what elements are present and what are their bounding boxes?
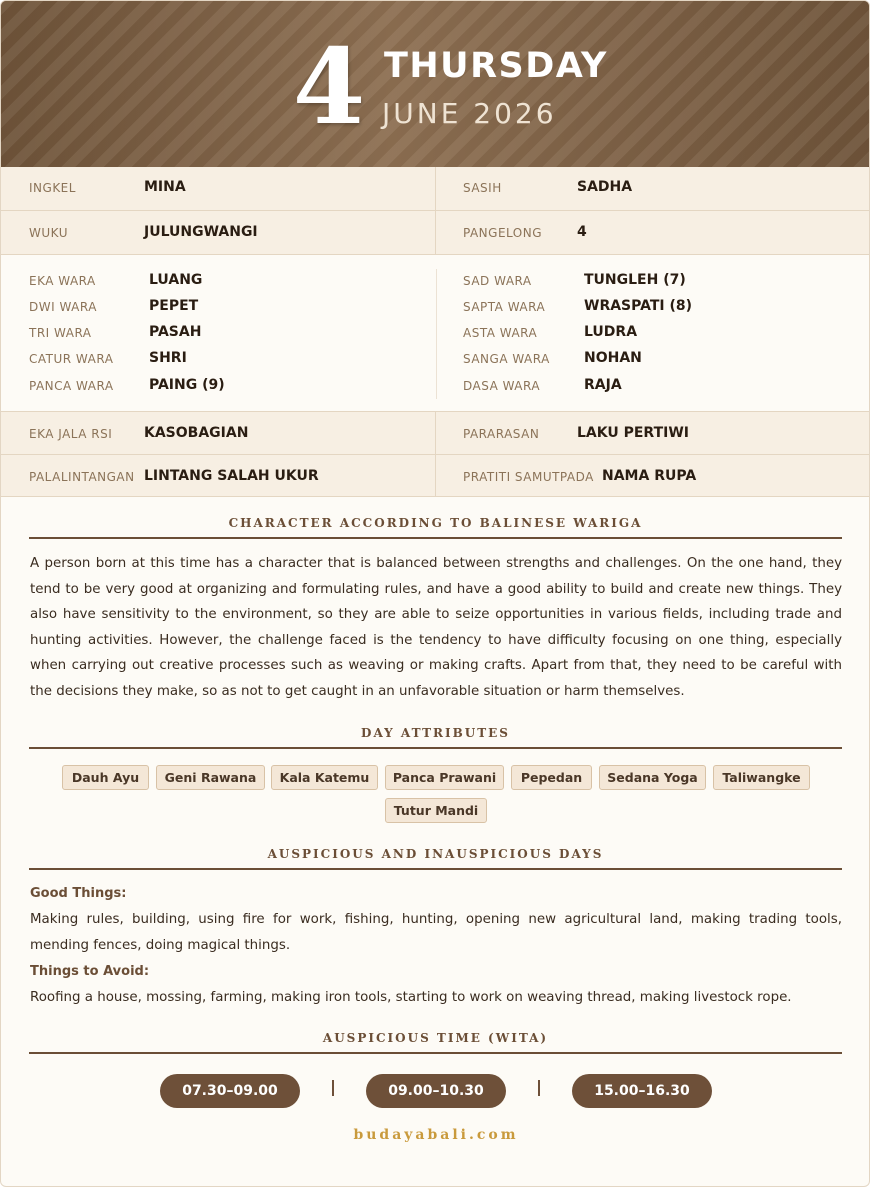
wara-label: EKA WARA bbox=[29, 274, 96, 288]
info-label: EKA JALA RSI bbox=[29, 427, 113, 441]
wara-label: DASA WARA bbox=[463, 379, 541, 393]
things-to-avoid-text: Roofing a house, mossing, farming, making iron tools, starting to work on weaving thread, making livestock rope. bbox=[30, 990, 792, 1005]
character-rule bbox=[29, 537, 842, 539]
info-value: MINA bbox=[144, 179, 186, 195]
day-name: THURSDAY bbox=[384, 46, 608, 86]
days-rule bbox=[29, 868, 842, 870]
wara-label: PANCA WARA bbox=[29, 379, 114, 393]
wara-label: SAPTA WARA bbox=[463, 300, 546, 314]
info-row-wuku-pangelong bbox=[1, 210, 870, 254]
time-separator bbox=[538, 1080, 540, 1096]
attributes-title: DAY ATTRIBUTES bbox=[361, 726, 510, 740]
attributes-rule bbox=[29, 747, 842, 749]
wara-label: DWI WARA bbox=[29, 300, 97, 314]
info-cell-pangelong bbox=[436, 211, 870, 254]
info-cell-ingkel bbox=[1, 167, 436, 210]
day-number: 4 bbox=[292, 25, 366, 148]
info-label: WUKU bbox=[29, 226, 68, 240]
info-label: INGKEL bbox=[29, 181, 76, 195]
wara-divider bbox=[436, 269, 437, 399]
wara-value: NOHAN bbox=[584, 350, 642, 366]
wara-label: ASTA WARA bbox=[463, 326, 538, 340]
info-label: PARARASAN bbox=[463, 427, 540, 441]
wara-label: SANGA WARA bbox=[463, 352, 550, 366]
attribute-tag: Kala Katemu bbox=[271, 765, 378, 790]
info-value: SADHA bbox=[577, 179, 633, 195]
things-to-avoid-heading: Things to Avoid: bbox=[30, 964, 150, 979]
footer-site[interactable]: budayabali.com bbox=[353, 1127, 519, 1143]
time-rule bbox=[29, 1052, 842, 1054]
attribute-tag: Sedana Yoga bbox=[599, 765, 706, 790]
wara-value: TUNGLEH (7) bbox=[584, 272, 686, 288]
info-value: JULUNGWANGI bbox=[144, 224, 258, 240]
info-label: PALALINTANGAN bbox=[29, 470, 135, 484]
info-value: LINTANG SALAH UKUR bbox=[144, 468, 319, 484]
info-row-palalintangan-pratiti bbox=[1, 454, 870, 497]
time-slot: 09.00–10.30 bbox=[366, 1074, 506, 1108]
time-slot: 15.00–16.30 bbox=[572, 1074, 712, 1108]
wara-label: CATUR WARA bbox=[29, 352, 114, 366]
wara-value: WRASPATI (8) bbox=[584, 298, 693, 314]
info-label: PANGELONG bbox=[463, 226, 543, 240]
time-separator bbox=[332, 1080, 334, 1096]
wara-value: RAJA bbox=[584, 377, 622, 393]
good-things-text: Making rules, building, using fire for work, fishing, hunting, opening new agricultural land, making trading tools, mending fences, doing magical things. bbox=[30, 912, 842, 953]
wara-value: PEPET bbox=[149, 298, 199, 314]
info-cell-pratiti-samutpada bbox=[436, 455, 870, 496]
info-row-ingkel-sasih bbox=[1, 167, 870, 210]
info-value: NAMA RUPA bbox=[602, 468, 697, 484]
info-label: PRATITI SAMUTPADA bbox=[463, 470, 594, 484]
wara-label: SAD WARA bbox=[463, 274, 532, 288]
date-header bbox=[1, 1, 870, 167]
attribute-tag: Pepedan bbox=[511, 765, 592, 790]
info-cell-pararasan bbox=[436, 412, 870, 454]
character-text: A person born at this time has a character that is balanced between strengths and challenges. On the one hand, they tend to be very good at organizing and formulating rules, and have a good ability to build and create new things. They also have sensitivity to the environment, so they are able to seize opportunities in various fields, including trade and hunting activities. However, the challenge faced is the tendency to have difficulty focusing on one thing, especially when carrying out creative processes such as weaving or making crafts. Apart from that, they need to be careful with the decisions they make, so as not to get caught in an unfavorable situation or harm themselves. bbox=[30, 556, 842, 699]
wara-value: SHRI bbox=[149, 350, 187, 366]
month-year: JUNE 2026 bbox=[382, 97, 557, 130]
character-title: CHARACTER ACCORDING TO BALINESE WARIGA bbox=[228, 516, 643, 530]
attribute-tag: Geni Rawana bbox=[156, 765, 265, 790]
good-things-heading: Good Things: bbox=[30, 886, 127, 901]
days-title: AUSPICIOUS AND INAUSPICIOUS DAYS bbox=[267, 847, 604, 861]
info-label: SASIH bbox=[463, 181, 502, 195]
attribute-tag: Tutur Mandi bbox=[385, 798, 487, 823]
info-cell-eka-jala-rsi bbox=[1, 412, 436, 454]
wara-value: PASAH bbox=[149, 324, 202, 340]
attribute-tag: Panca Prawani bbox=[385, 765, 504, 790]
info-cell-wuku bbox=[1, 211, 436, 254]
time-slot: 07.30–09.00 bbox=[160, 1074, 300, 1108]
wara-value: LUDRA bbox=[584, 324, 638, 340]
wara-table bbox=[1, 254, 870, 411]
info-row-ekajala-pararasan bbox=[1, 411, 870, 454]
info-cell-palalintangan bbox=[1, 455, 436, 496]
info-cell-sasih bbox=[436, 167, 870, 210]
info-value: 4 bbox=[577, 224, 587, 240]
wara-value: LUANG bbox=[149, 272, 203, 288]
wara-label: TRI WARA bbox=[29, 326, 92, 340]
attribute-tag: Dauh Ayu bbox=[62, 765, 149, 790]
info-value: LAKU PERTIWI bbox=[577, 425, 689, 441]
wara-value: PAING (9) bbox=[149, 377, 225, 393]
attribute-tag: Taliwangke bbox=[713, 765, 810, 790]
info-value: KASOBAGIAN bbox=[144, 425, 249, 441]
time-title: AUSPICIOUS TIME (WITA) bbox=[322, 1031, 549, 1045]
